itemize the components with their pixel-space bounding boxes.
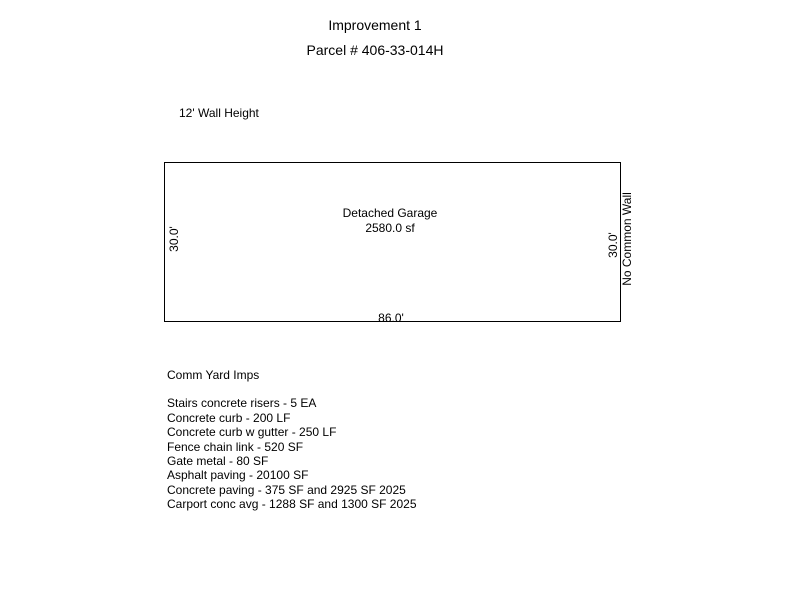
right-dimension: 30.0': [606, 232, 620, 258]
list-item: Carport conc avg - 1288 SF and 1300 SF 2025: [167, 497, 417, 512]
bottom-dimension: 86.0': [378, 311, 404, 325]
left-dimension: 30.0': [167, 226, 181, 252]
list-item: Concrete curb w gutter - 250 LF: [167, 425, 337, 440]
list-item: Stairs concrete risers - 5 EA: [167, 396, 317, 411]
building-area: 2580.0 sf: [365, 221, 415, 235]
building-label: Detached Garage: [342, 206, 438, 220]
page-title: Improvement 1: [328, 17, 422, 33]
list-item: Concrete curb - 200 LF: [167, 410, 291, 425]
list-item: Gate metal - 80 SF: [167, 454, 269, 469]
wall-height-label: 12' Wall Height: [179, 106, 259, 120]
yard-heading: Comm Yard Imps: [167, 368, 260, 382]
list-item: Concrete paving - 375 SF and 2925 SF 2025: [167, 482, 406, 497]
list-item: Fence chain link - 520 SF: [167, 439, 304, 454]
no-common-wall-note: No Common Wall: [620, 192, 634, 286]
list-item: Asphalt paving - 20100 SF: [167, 468, 309, 483]
building-outline: [164, 162, 621, 322]
yard-improvements-list: [167, 368, 417, 512]
parcel-number: Parcel # 406-33-014H: [306, 42, 444, 58]
